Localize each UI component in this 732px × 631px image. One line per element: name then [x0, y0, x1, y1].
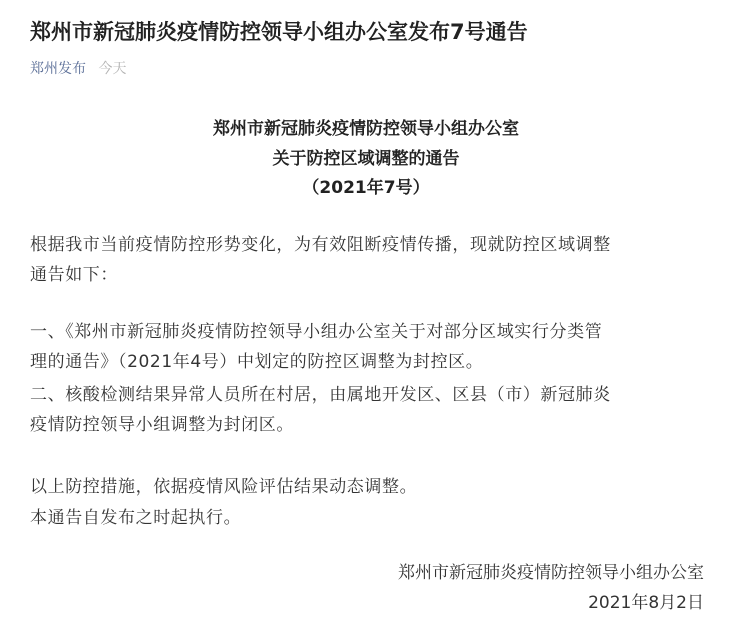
paragraph-line: 理的通告》（2021年4号）中划定的防控区调整为封控区。 [30, 352, 484, 372]
article-title: 郑州市新冠肺炎疫情防控领导小组办公室发布7号通告 [30, 20, 528, 44]
paragraph-line: 二、核酸检测结果异常人员所在村居，由属地开发区、区县（市）新冠肺炎 [30, 385, 611, 405]
notice-heading-issuer: 郑州市新冠肺炎疫情防控领导小组办公室 [213, 119, 519, 139]
author-link[interactable]: 郑州发布 [30, 61, 86, 77]
paragraph-line: 根据我市当前疫情防控形势变化，为有效阻断疫情传播，现就防控区域调整 [30, 235, 611, 255]
paragraph-line: 疫情防控领导小组调整为封闭区。 [30, 415, 294, 435]
paragraph-line: 一、《郑州市新冠肺炎疫情防控领导小组办公室关于对部分区域实行分类管 [30, 322, 603, 342]
notice-heading-number: （2021年7号） [302, 178, 430, 198]
signature-issuer: 郑州市新冠肺炎疫情防控领导小组办公室 [398, 563, 704, 583]
paragraph-line: 以上防控措施，依据疫情风险评估结果动态调整。 [30, 477, 418, 497]
signature-date: 2021年8月2日 [588, 593, 704, 613]
article-meta [30, 59, 126, 79]
paragraph-line: 通告如下： [30, 265, 118, 285]
notice-heading-subject: 关于防控区域调整的通告 [272, 149, 460, 169]
paragraph-line: 本通告自发布之时起执行。 [30, 508, 242, 528]
publish-date: 今天 [98, 61, 127, 77]
